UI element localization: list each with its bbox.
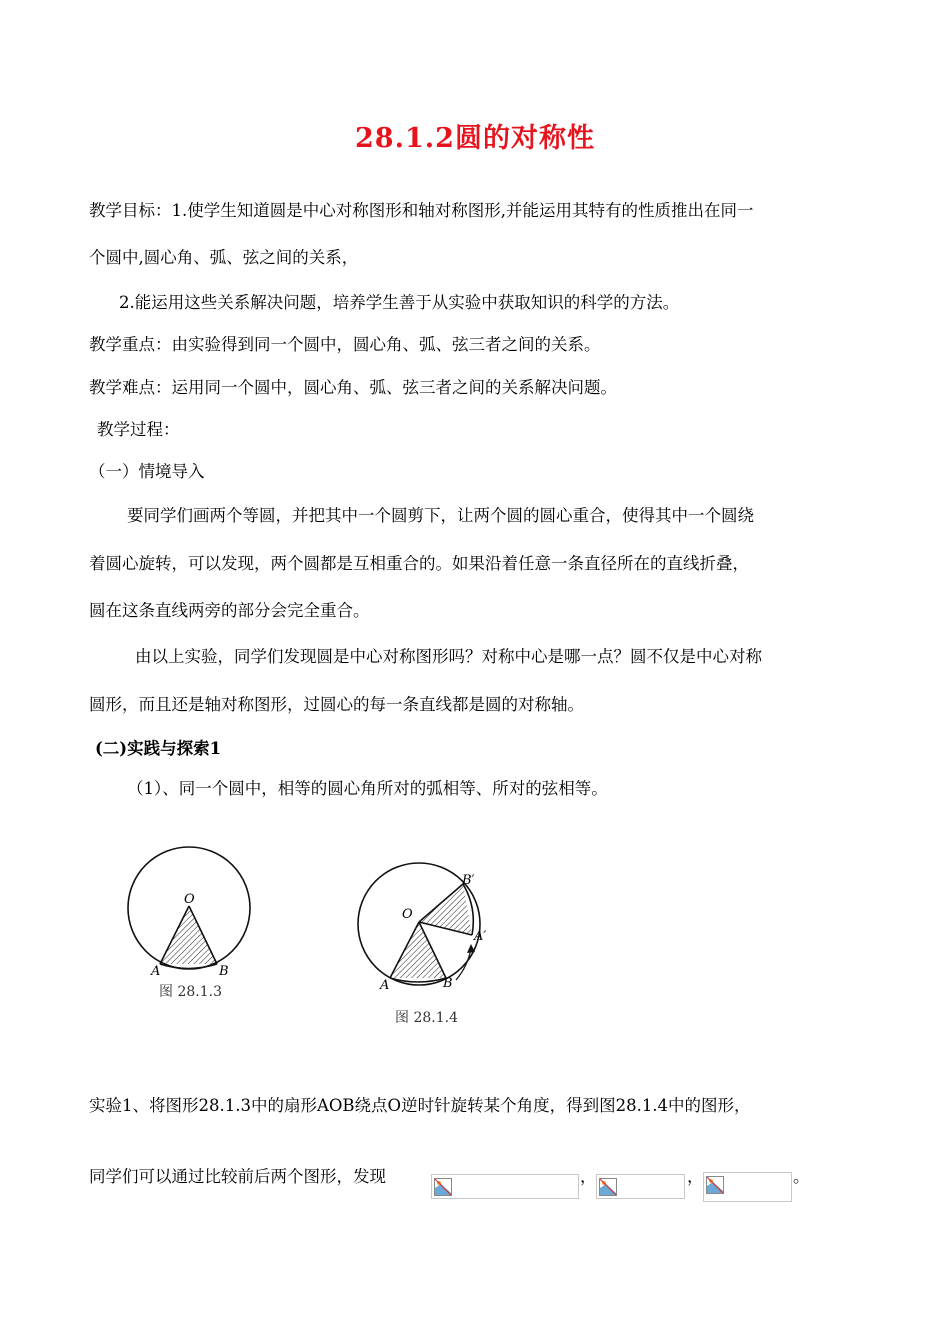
- broken-image-icon: [434, 1178, 452, 1196]
- figure-28-1-3: [120, 845, 260, 985]
- broken-image-icon: [706, 1176, 724, 1194]
- experiment-line-1: 实验1、将图形28.1.3中的扇形AOB绕点O逆时针旋转某个角度，得到图28.1.4中的图形，: [89, 1096, 751, 1115]
- broken-image-placeholder-1: [431, 1174, 579, 1199]
- section1-para1-line1: 要同学们画两个等圆，并把其中一个圆剪下，让两个圆的圆心重合，使得其中一个圆绕: [127, 506, 754, 525]
- section1-para2-line1: 由以上实验，同学们发现圆是中心对称图形吗？对称中心是哪一点？圆不仅是中心对称: [135, 647, 762, 666]
- section1-para1-line2: 着圆心旋转，可以发现，两个圆都是互相重合的。如果沿着任意一条直径所在的直线折叠，: [89, 554, 749, 573]
- fig2-label-b-prime: B′: [462, 873, 475, 888]
- objective-line-2: 个圆中,圆心角、弧、弦之间的关系，: [89, 248, 359, 267]
- difficulty: 教学难点：运用同一个圆中，圆心角、弧、弦三者之间的关系解决问题。: [89, 378, 617, 397]
- section1-para2-line2: 圆形，而且还是轴对称图形，过圆心的每一条直线都是圆的对称轴。: [89, 695, 584, 714]
- experiment-line-2: 同学们可以通过比较前后两个图形，发现: [89, 1167, 386, 1186]
- fig1-label-b: B: [219, 964, 229, 979]
- section1-heading: （一）情境导入: [89, 462, 205, 481]
- fig2-label-b: B: [443, 976, 453, 991]
- fig1-label-o: O: [184, 892, 195, 907]
- section1-para1-line3: 圆在这条直线两旁的部分会完全重合。: [89, 601, 370, 620]
- section2-item1: （1）、同一个圆中，相等的圆心角所对的弧相等、所对的弦相等。: [127, 779, 608, 798]
- objective-line-1: 教学目标：1.使学生知道圆是中心对称图形和轴对称图形,并能运用其特有的性质推出在同一: [89, 201, 754, 220]
- section2-heading: (二)实践与探索1: [95, 739, 222, 758]
- fig2-label-a: A: [380, 978, 390, 993]
- end-period: 。: [793, 1167, 810, 1186]
- fig2-caption: 图 28.1.4: [395, 1010, 458, 1026]
- broken-image-icon: [599, 1178, 617, 1196]
- broken-image-placeholder-3: [703, 1172, 792, 1202]
- broken-image-placeholder-2: [596, 1174, 685, 1199]
- objective-line-3: 2.能运用这些关系解决问题，培养学生善于从实验中获取知识的科学的方法。: [119, 293, 680, 312]
- figure-28-1-4: [350, 858, 500, 993]
- fig2-label-a-prime: A′: [474, 929, 487, 944]
- process-label: 教学过程：: [97, 420, 180, 439]
- separator-comma-2: ，: [687, 1167, 704, 1186]
- separator-comma-1: ，: [580, 1167, 597, 1186]
- fig2-label-o: O: [402, 907, 413, 922]
- fig1-label-a: A: [151, 964, 161, 979]
- page-title: 28.1.2圆的对称性: [355, 123, 595, 154]
- fig1-caption: 图 28.1.3: [159, 984, 222, 1000]
- key-point: 教学重点：由实验得到同一个圆中，圆心角、弧、弦三者之间的关系。: [89, 335, 601, 354]
